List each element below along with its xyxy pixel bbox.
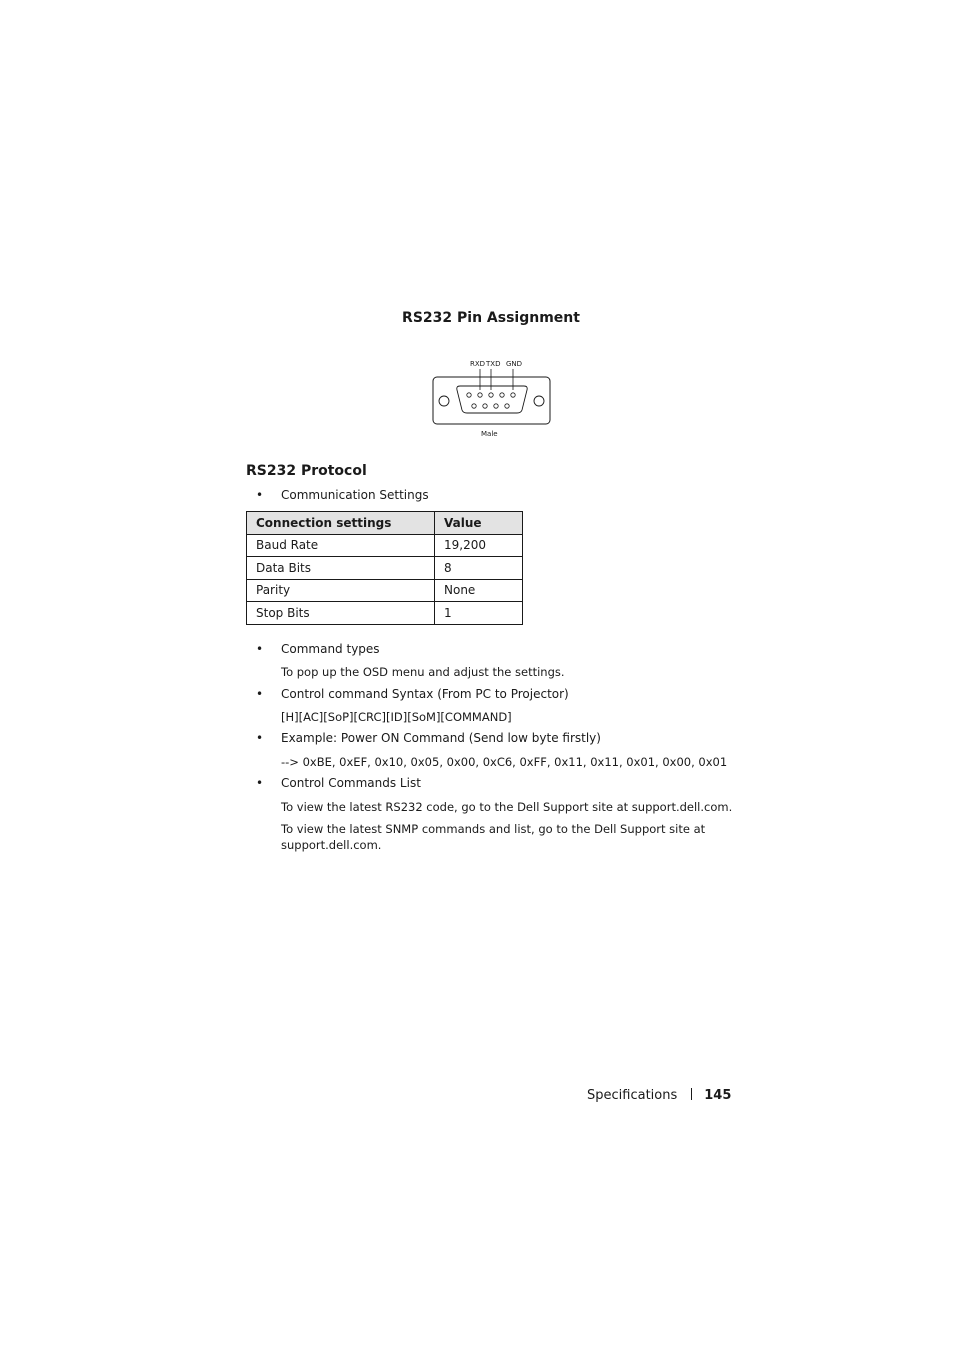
example-detail: --> 0xBE, 0xEF, 0x10, 0x05, 0x00, 0xC6, 0xFF, 0x11, 0x11, 0x01, 0x00, 0x01 [281,755,728,769]
command-syntax-detail: [H][AC][SoP][CRC][ID][SoM][COMMAND] [281,710,512,724]
bullet-example: • Example: Power ON Command (Send low byte firstly) [256,731,601,745]
connection-settings-table [246,511,523,625]
setting-value: None [435,579,523,602]
table-header-row [247,512,523,535]
section-title-pin-assignment: RS232 Pin Assignment [402,310,580,326]
setting-name: Stop Bits [247,602,435,625]
header-value: Value [435,512,523,535]
setting-value: 19,200 [435,534,523,557]
commands-list-snmp-note-cont: support.dell.com. [281,838,382,852]
bullet-command-types: • Command types [256,642,380,656]
header-connection-settings: Connection settings [247,512,435,535]
table-row [247,557,523,580]
rxd-label: RXD [470,360,486,368]
page-number: 145 [704,1088,732,1103]
bullet-communication-settings: • Communication Settings [256,488,429,502]
gnd-label: GND [506,360,523,368]
section-title-protocol: RS232 Protocol [246,463,367,479]
table-row [247,579,523,602]
table-row [247,534,523,557]
bullet-command-syntax: • Control command Syntax (From PC to Projector) [256,687,569,701]
command-types-detail: To pop up the OSD menu and adjust the settings. [281,665,565,679]
setting-value: 1 [435,602,523,625]
commands-list-rs232-note: To view the latest RS232 code, go to the Dell Support site at support.dell.com. [281,800,733,814]
bullet-commands-list: • Control Commands List [256,776,421,790]
male-caption: Male [481,430,498,438]
page-footer [587,1088,731,1103]
table-row [247,602,523,625]
txd-label: TXD [486,360,501,368]
setting-name: Data Bits [247,557,435,580]
db9-connector-diagram [428,352,558,444]
footer-divider [691,1088,692,1100]
commands-list-snmp-note: To view the latest SNMP commands and list, go to the Dell Support site at [281,822,706,836]
setting-name: Baud Rate [247,534,435,557]
setting-value: 8 [435,557,523,580]
setting-name: Parity [247,579,435,602]
footer-section: Specifications [587,1088,678,1103]
